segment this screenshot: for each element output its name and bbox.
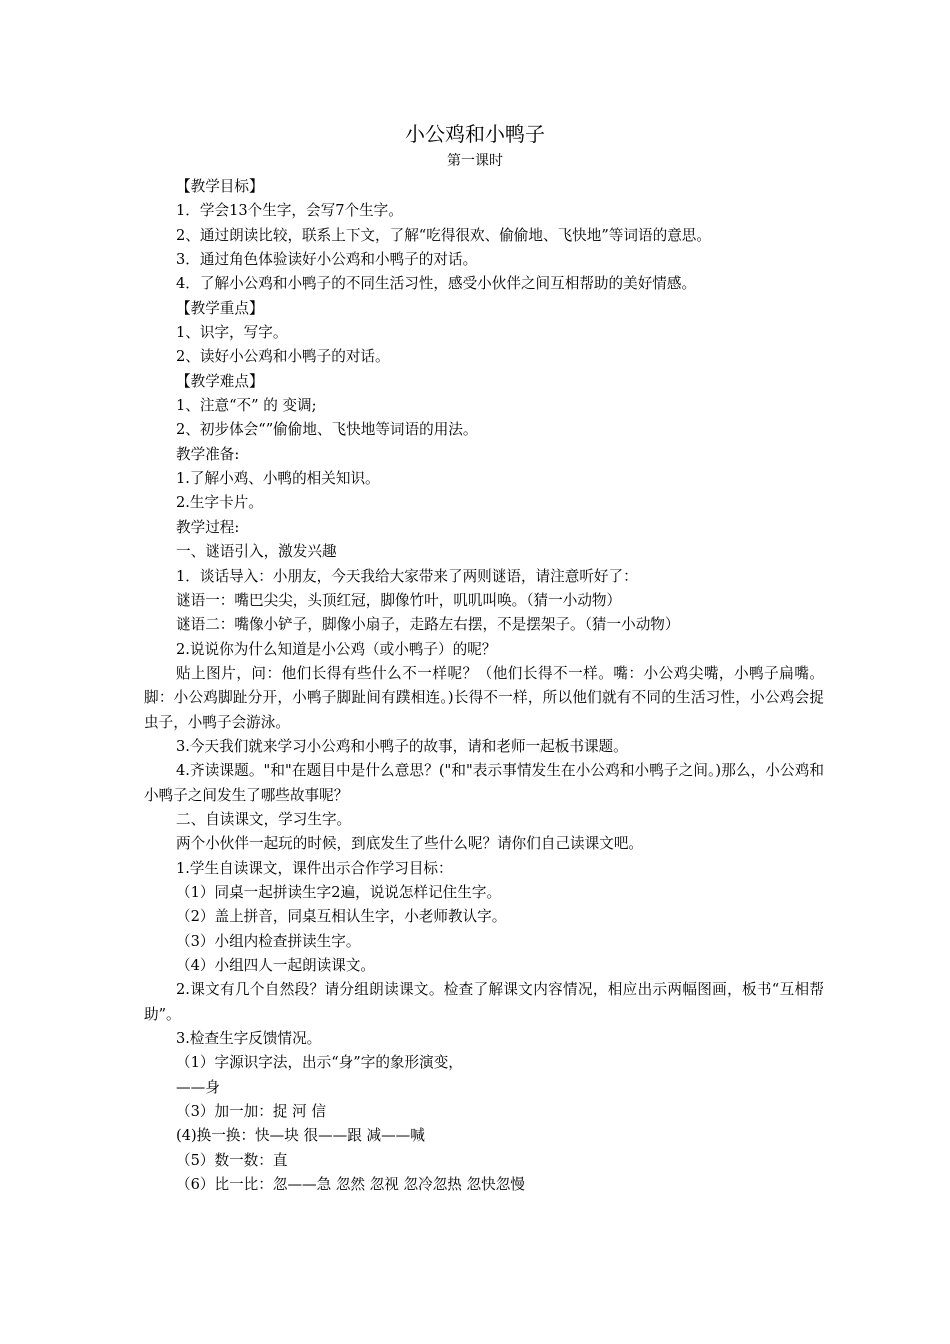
paragraph: 二、自读课文，学习生字。 [176, 810, 352, 828]
paragraph: （3）小组内检查拼读生字。 [176, 932, 361, 950]
paragraph: 1．谈话导入：小朋友，今天我给大家带来了两则谜语，请注意听好了： [176, 567, 638, 585]
paragraph: ——身 [176, 1078, 220, 1096]
document-title: 小公鸡和小鸭子 [405, 122, 545, 146]
paragraph: 4．了解小公鸡和小鸭子的不同生活习性，感受小伙伴之间互相帮助的美好情感。 [176, 275, 697, 293]
paragraph: 2、初步体会“”偷偷地、飞快地等词语的用法。 [176, 421, 478, 439]
paragraph: 一、谜语引入，激发兴趣 [176, 543, 337, 561]
paragraph: （1）同桌一起拼读生字2遍，说说怎样记住生字。 [176, 883, 502, 901]
paragraph: 【教学难点】 [176, 372, 264, 390]
paragraph: 教学准备: [176, 445, 240, 463]
paragraph: 1、注意“不” 的 变调; [176, 397, 317, 415]
paragraph: 1.了解小鸡、小鸭的相关知识。 [176, 470, 380, 488]
paragraph: 2、读好小公鸡和小鸭子的对话。 [176, 348, 390, 366]
paragraph: 谜语一：嘴巴尖尖，头顶红冠，脚像竹叶，叽叽叫唤。（猜一小动物） [176, 591, 622, 609]
paragraph: 【教学目标】 [176, 178, 264, 195]
paragraph: 2、通过朗读比较，联系上下文，了解“吃得很欢、偷偷地、飞快地”等词语的意思。 [176, 226, 711, 244]
paragraph: 谜语二：嘴像小铲子，脚像小扇子，走路左右摆，不是摆架子。（猜一小动物） [176, 616, 680, 634]
paragraph: （1）字源识字法，出示“身”字的象形演变， [176, 1054, 463, 1072]
paragraph: 2.课文有几个自然段？请分组朗读课文。检查了解课文内容情况，相应出示两幅图画，板书“互相帮助”。 [144, 981, 824, 1023]
paragraph: 2.说说你为什么知道是小公鸡（或小鸭子）的呢？ [176, 640, 497, 658]
paragraph: 1.学生自读课文，课件出示合作学习目标： [176, 859, 453, 877]
paragraph: （5）数一数：直 [176, 1151, 288, 1169]
paragraph: 1．学会13个生字，会写7个生字。 [176, 202, 403, 220]
paragraph: 两个小伙伴一起玩的时候，到底发生了些什么呢？请你们自己读课文吧。 [176, 835, 644, 853]
paragraph: 【教学重点】 [176, 299, 264, 317]
paragraph: 1、识字，写字。 [176, 324, 288, 342]
paragraph: 4.齐读课题。"和"在题目中是什么意思？("和"表示事情发生在小公鸡和小鸭子之间。)那么，小公鸡和小鸭子之间发生了哪些故事呢？ [144, 762, 824, 804]
paragraph: 2.生字卡片。 [176, 494, 263, 512]
document-body [144, 175, 824, 1197]
paragraph: （2）盖上拼音，同桌互相认生字，小老师教认字。 [176, 908, 507, 926]
paragraph: （4）小组四人一起朗读课文。 [176, 957, 376, 974]
document-subtitle: 第一课时 [447, 153, 503, 169]
paragraph: 3．通过角色体验读好小公鸡和小鸭子的对话。 [176, 251, 478, 269]
paragraph: 3.检查生字反馈情况。 [176, 1030, 322, 1048]
paragraph: 教学过程: [176, 518, 240, 536]
paragraph: 贴上图片，问：他们长得有些什么不一样呢？（他们长得不一样。嘴：小公鸡尖嘴，小鸭子扁嘴。脚：小公鸡脚趾分开，小鸭子脚趾间有蹼相连。)长得不一样，所以他们就有不同的生活习性，小公鸡会捉虫子，小鸭子会游泳。 [144, 664, 824, 731]
paragraph: （3）加一加：捉 河 信 [176, 1103, 326, 1121]
paragraph: （6）比一比：忽——急 忽然 忽视 忽冷忽热 忽快忽慢 [176, 1176, 525, 1194]
paragraph: (4)换一换：快—块 很——跟 减——喊 [176, 1127, 425, 1145]
paragraph: 3.今天我们就来学习小公鸡和小鸭子的故事，请和老师一起板书课题。 [176, 737, 628, 755]
